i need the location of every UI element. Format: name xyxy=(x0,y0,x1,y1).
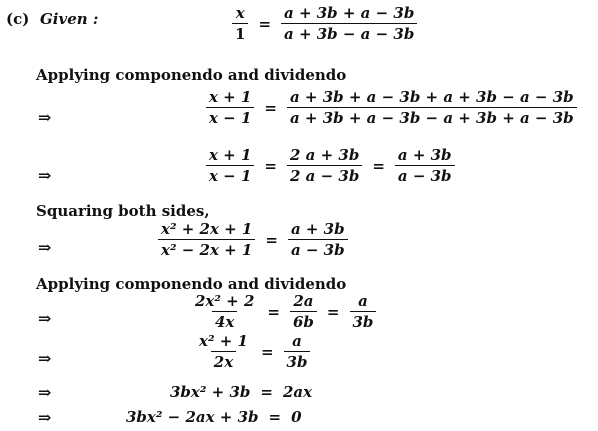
equation-step-3 xyxy=(206,146,455,185)
fraction-lhs xyxy=(232,4,248,43)
fraction-mid xyxy=(287,146,362,185)
denominator: x − 1 xyxy=(206,107,254,127)
denominator: x² − 2x + 1 xyxy=(158,239,255,259)
denominator: 6b xyxy=(290,311,317,331)
part-label: (c) xyxy=(6,10,30,28)
numerator: 2 a + 3b xyxy=(289,146,360,164)
fraction-rhs xyxy=(395,146,455,185)
equals-sign: = xyxy=(260,383,273,401)
denominator: 2 a − 3b xyxy=(287,165,362,185)
rhs: 2ax xyxy=(282,383,313,401)
equation-step-4 xyxy=(158,220,348,259)
equals-sign: = xyxy=(264,156,277,175)
equals-sign: = xyxy=(372,156,385,175)
equals-sign: = xyxy=(326,302,340,321)
fraction-rhs xyxy=(284,332,311,371)
denominator: a + 3b − a − 3b xyxy=(281,23,417,43)
fraction-mid xyxy=(290,292,317,331)
numerator: 2a xyxy=(293,292,314,310)
denominator: 1 xyxy=(232,23,248,43)
equals-sign: = xyxy=(267,302,280,321)
equation-given xyxy=(232,4,417,43)
fraction-rhs xyxy=(350,292,377,331)
implies-symbol: ⇒ xyxy=(38,108,52,127)
numerator: x² + 2x + 1 xyxy=(161,220,253,238)
numerator: a + 3b + a − 3b xyxy=(284,4,415,22)
numerator: a + 3b xyxy=(290,220,345,238)
denominator: 2x xyxy=(211,351,236,371)
lhs: 3bx² + 3b xyxy=(170,383,251,401)
denominator: a + 3b + a − 3b − a + 3b + a − 3b xyxy=(287,107,577,127)
equation-step-7 xyxy=(170,383,312,401)
fraction-lhs xyxy=(192,292,257,331)
fraction-rhs xyxy=(288,220,348,259)
numerator: x xyxy=(235,4,245,22)
heading-componendo-1: Applying componendo and dividendo xyxy=(36,66,347,84)
numerator: x + 1 xyxy=(209,146,252,164)
implies-symbol: ⇒ xyxy=(38,383,52,402)
fraction-lhs xyxy=(158,220,255,259)
equation-step-8 xyxy=(126,408,302,426)
denominator: a − 3b xyxy=(288,239,348,259)
numerator: a xyxy=(292,332,302,350)
equals-sign: = xyxy=(258,14,272,33)
heading-componendo-2: Applying componendo and dividendo xyxy=(36,275,347,293)
numerator: a + 3b xyxy=(397,146,452,164)
rhs: 0 xyxy=(291,408,302,426)
equals-sign: = xyxy=(265,230,278,249)
equation-step-5 xyxy=(192,292,376,331)
numerator: a + 3b + a − 3b + a + 3b − a − 3b xyxy=(289,88,574,106)
implies-symbol: ⇒ xyxy=(38,309,52,328)
fraction-rhs xyxy=(281,4,417,43)
given-label: Given : xyxy=(40,10,99,28)
implies-symbol: ⇒ xyxy=(38,238,52,257)
numerator: a xyxy=(358,292,368,310)
numerator: x + 1 xyxy=(209,88,252,106)
numerator: x² + 1 xyxy=(199,332,248,350)
lhs: 3bx² − 2ax + 3b xyxy=(126,408,259,426)
denominator: 3b xyxy=(284,351,311,371)
implies-symbol: ⇒ xyxy=(38,349,52,368)
fraction-rhs xyxy=(287,88,577,127)
denominator: 3b xyxy=(350,311,377,331)
equation-step-2 xyxy=(206,88,577,127)
implies-symbol: ⇒ xyxy=(38,166,52,185)
equation-step-6 xyxy=(196,332,310,371)
equals-sign: = xyxy=(268,408,282,426)
denominator: 4x xyxy=(212,311,237,331)
denominator: x − 1 xyxy=(206,165,254,185)
fraction-lhs xyxy=(206,146,254,185)
numerator: 2x² + 2 xyxy=(195,292,255,310)
fraction-lhs xyxy=(196,332,251,371)
implies-symbol: ⇒ xyxy=(38,408,52,427)
heading-squaring: Squaring both sides, xyxy=(36,202,210,220)
equals-sign: = xyxy=(264,98,277,117)
denominator: a − 3b xyxy=(395,165,455,185)
fraction-lhs xyxy=(206,88,254,127)
equals-sign: = xyxy=(260,342,274,361)
